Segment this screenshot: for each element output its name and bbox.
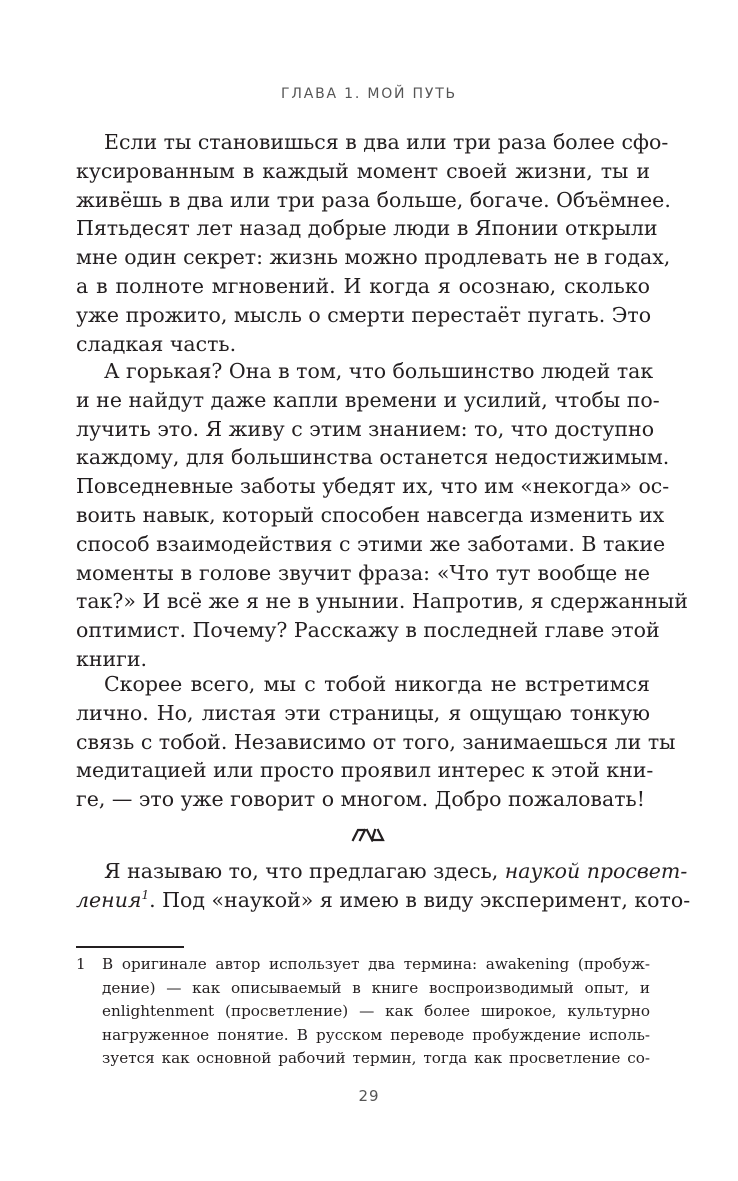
- paragraph-line: ге, — это уже говорит о многом. Добро пожаловать!: [76, 787, 645, 812]
- footnote-number: 1: [76, 955, 86, 973]
- paragraph-line: лучить это. Я живу с этим знанием: то, что доступно: [76, 416, 655, 441]
- paragraph-line: каждому, для большинства останется недостижимым.: [76, 445, 670, 470]
- paragraph-line: [76, 886, 691, 915]
- paragraph-line: Повседневные заботы убедят их, что им «некогда» ос-: [76, 474, 670, 499]
- paragraph-line: медитацией или просто проявил интерес к этой кни-: [76, 758, 654, 783]
- paragraph-text: . Под «наукой» я имею в виду эксперимент, кото-: [149, 887, 691, 912]
- paragraph-line: мне один секрет: жизнь можно продлевать не в годах,: [76, 245, 671, 270]
- page-number: 29: [358, 1087, 380, 1105]
- paragraph-line: А горькая? Она в том, что большинство людей так: [104, 359, 654, 383]
- paragraph-line: связь с тобой. Независимо от того, занимаешься ли ты: [76, 729, 676, 754]
- paragraph-3: [76, 670, 676, 814]
- paragraph-line: способ взаимодействия с этими же заботами. В такие: [76, 531, 666, 556]
- paragraph-line: оптимист. Почему? Расскажу в последней главе этой: [76, 618, 660, 643]
- paragraph-line: так?» И всё же я не в унынии. Напротив, я сдержанный: [76, 589, 688, 614]
- section-break-ornament-icon: [351, 828, 385, 842]
- paragraph-line: [76, 857, 688, 886]
- paragraph-line: а в полноте мгновений. И когда я осознаю, сколько: [76, 273, 650, 298]
- paragraph-4: [76, 857, 691, 915]
- footnote-divider: [76, 946, 184, 948]
- italic-term: наукой просвет-: [504, 859, 688, 883]
- paragraph-line: кусированным в каждый момент своей жизни, ты и: [76, 158, 650, 183]
- paragraph-line: Скорее всего, мы с тобой никогда не встретимся: [104, 672, 650, 696]
- footnote-text: В оригинале автор использует два термина: awakening (пробуж-: [102, 955, 650, 973]
- footnote-reference[interactable]: 1: [141, 887, 150, 902]
- paragraph-line: книги.: [76, 646, 148, 671]
- footnote-line: enlightenment (просветление) — как более широкое, культурно: [102, 1002, 650, 1021]
- paragraph-line: лично. Но, листая эти страницы, я ощущаю тонкую: [76, 700, 650, 725]
- running-head: ГЛАВА 1. МОЙ ПУТЬ: [281, 86, 457, 102]
- paragraph-line: сладкая часть.: [76, 331, 237, 356]
- paragraph-line: моменты в голове звучит фраза: «Что тут вообще не: [76, 560, 650, 585]
- footnote: [76, 953, 650, 1071]
- paragraph-2: [76, 357, 688, 674]
- paragraph-1: [76, 128, 671, 358]
- paragraph-line: живёшь в два или три раза больше, богаче. Объёмнее.: [76, 187, 671, 212]
- paragraph-line: воить навык, который способен навсегда изменить их: [76, 502, 665, 527]
- footnote-line: [76, 953, 650, 977]
- paragraph-line: уже прожито, мысль о смерти перестаёт пугать. Это: [76, 302, 652, 327]
- footnote-line: дение) — как описываемый в книге воспроизводимый опыт, и: [102, 978, 650, 997]
- italic-term: ления: [76, 887, 142, 912]
- paragraph-line: Пятьдесят лет назад добрые люди в Японии открыли: [76, 216, 658, 241]
- paragraph-text: Я называю то, что предлагаю здесь,: [104, 859, 505, 883]
- paragraph-line: Если ты становишься в два или три раза более сфо-: [104, 130, 669, 154]
- footnote-line: нагруженное понятие. В русском переводе пробуждение исполь-: [102, 1025, 650, 1044]
- paragraph-line: и не найдут даже капли времени и усилий, чтобы по-: [76, 387, 660, 412]
- footnote-line: зуется как основной рабочий термин, тогда как просветление со-: [102, 1049, 650, 1068]
